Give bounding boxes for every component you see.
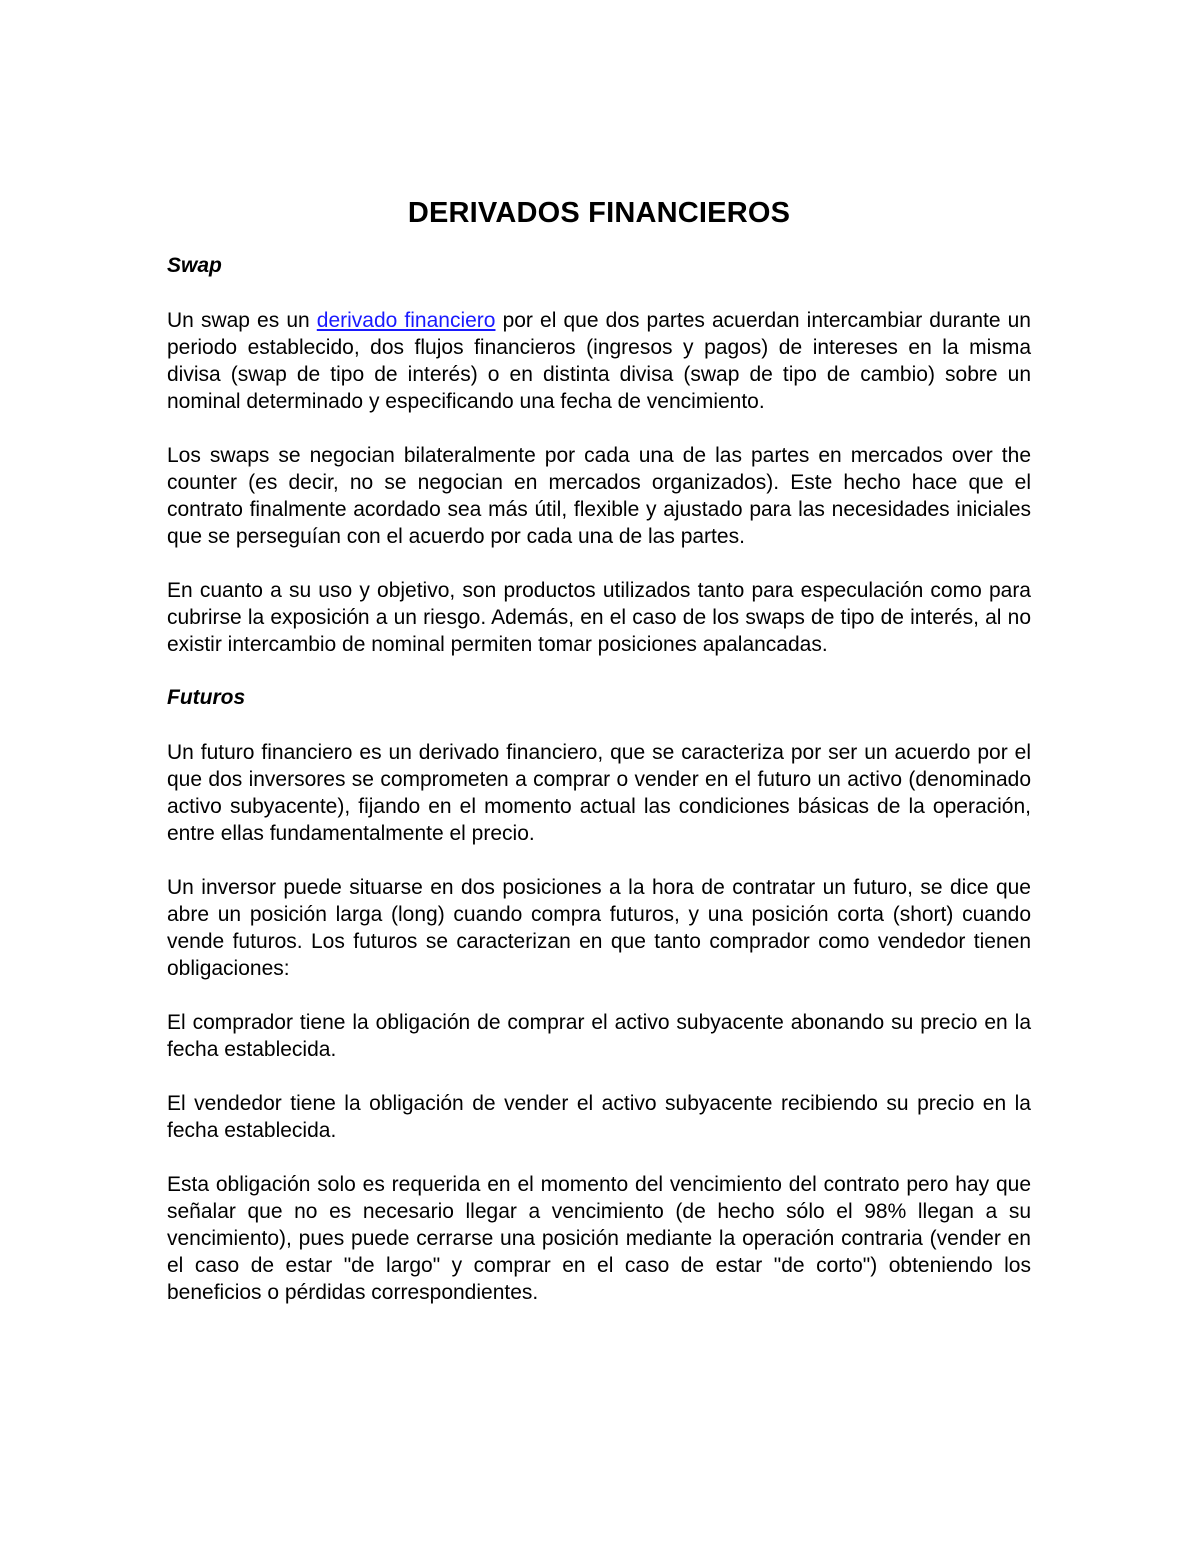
futuros-paragraph-4: El vendedor tiene la obligación de vender el activo subyacente recibiendo su precio en la fecha establecida.	[167, 1092, 1031, 1142]
swap-paragraph-3: En cuanto a su uso y objetivo, son productos utilizados tanto para especulación como para cubrirse la exposición a un riesgo. Además, en el caso de los swaps de tipo de interés, al no existir intercambio de nominal permiten tomar posiciones apalancadas.	[167, 579, 1031, 656]
futuros-paragraph-3: El comprador tiene la obligación de comprar el activo subyacente abonando su precio en la fecha establecida.	[167, 1011, 1031, 1061]
document-title: DERIVADOS FINANCIEROS	[407, 197, 791, 229]
swap-paragraph-1-start: Un swap es un	[167, 309, 317, 332]
swap-paragraph-2: Los swaps se negocian bilateralmente por cada una de las partes en mercados over the counter (es decir, no se negocian en mercados organizados). Este hecho hace que el contrato finalmente acordado sea más útil, flexible y ajustado para las necesidades iniciales que se perseguían con el acuerdo por cada una de las partes.	[167, 444, 1031, 548]
futuros-paragraph-2: Un inversor puede situarse en dos posiciones a la hora de contratar un futuro, se dice que abre un posición larga (long) cuando compra futuros, y una posición corta (short) cuando vende futuros. Los futuros se caracterizan en que tanto comprador como vendedor tienen obligaciones:	[167, 876, 1031, 980]
swap-paragraph-1-rest: por el que dos partes acuerdan intercambiar durante un periodo establecido, dos flujos financieros (ingresos y pagos) de intereses en la misma divisa (swap de tipo de interés) o en distinta divisa (swap de tipo de cambio) sobre un nominal determinado y especificando una fecha de vencimiento.	[167, 309, 1031, 413]
futuros-paragraph-1: Un futuro financiero es un derivado financiero, que se caracteriza por ser un acuerdo por el que dos inversores se comprometen a comprar o vender en el futuro un activo (denominado activo subyacente), fijando en el momento actual las condiciones básicas de la operación, entre ellas fundamentalmente el precio.	[167, 741, 1031, 845]
swap-paragraph-1	[167, 307, 1031, 415]
section-heading-futuros: Futuros	[167, 686, 246, 709]
derivado-financiero-link[interactable]: derivado financiero	[316, 309, 496, 332]
document-page	[167, 193, 1031, 1333]
section-heading-swap: Swap	[167, 254, 222, 277]
futuros-paragraph-5: Esta obligación solo es requerida en el momento del vencimiento del contrato pero hay que señalar que no es necesario llegar a vencimiento (de hecho sólo el 98% llegan a su vencimiento), pues puede cerrarse una posición mediante la operación contraria (vender en el caso de estar "de largo" y comprar en el caso de estar "de corto") obteniendo los beneficios o pérdidas correspondientes.	[167, 1173, 1031, 1304]
